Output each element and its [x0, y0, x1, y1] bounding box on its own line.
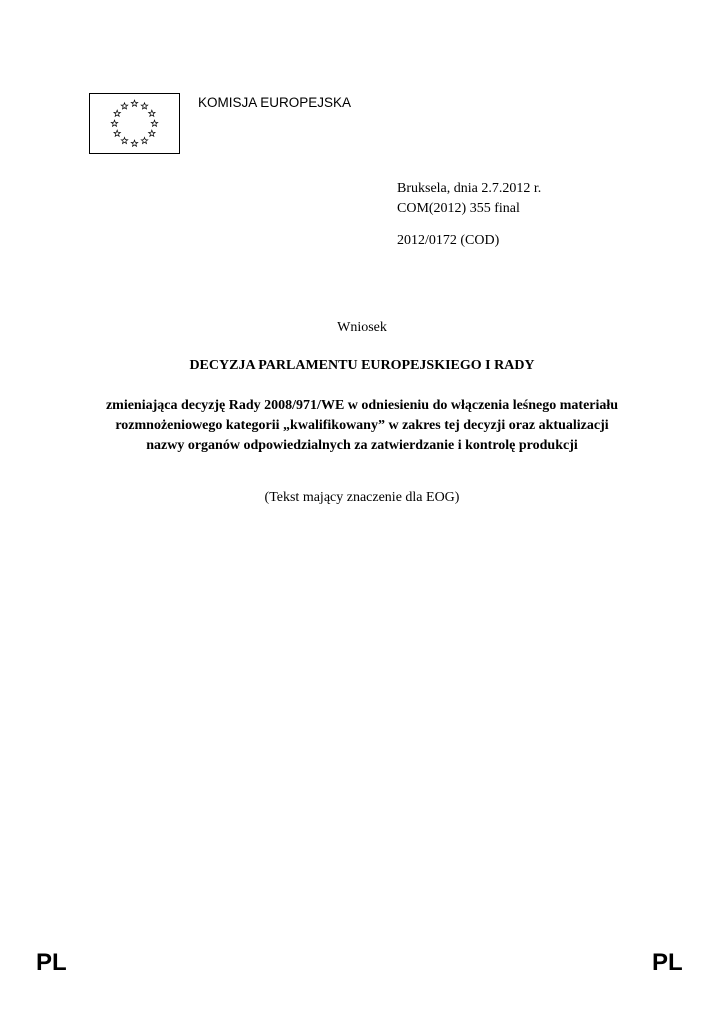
star-icon	[141, 137, 147, 143]
language-code-left: PL	[36, 949, 67, 976]
star-icon	[121, 103, 127, 109]
subtitle-line: rozmnożeniowego kategorii „kwalifikowany” w zakres tej decyzji oraz aktualizacji	[115, 418, 609, 433]
star-icon	[149, 110, 155, 116]
document-title: DECYZJA PARLAMENTU EUROPEJSKIEGO I RADY	[189, 358, 535, 373]
organization-name: KOMISJA EUROPEJSKA	[198, 95, 352, 110]
star-icon	[149, 130, 155, 136]
star-icon	[121, 137, 127, 143]
star-icon	[111, 120, 117, 126]
star-icon	[114, 130, 120, 136]
subtitle-line: zmieniająca decyzję Rady 2008/971/WE w odniesieniu do włączenia leśnego materiału	[105, 398, 619, 413]
procedure-number: 2012/0172 (COD)	[397, 233, 500, 248]
eea-relevance-note: (Tekst mający znaczenie dla EOG)	[264, 490, 460, 505]
document-subtitle	[0, 396, 724, 456]
proposal-label: Wniosek	[337, 320, 387, 335]
eu-flag-logo	[89, 93, 180, 154]
star-icon	[131, 100, 137, 106]
star-icon	[114, 110, 120, 116]
eu-flag-stars-icon	[90, 94, 179, 153]
document-reference: COM(2012) 355 final	[397, 201, 520, 216]
star-icon	[131, 140, 137, 146]
place-date: Bruksela, dnia 2.7.2012 r.	[397, 181, 542, 196]
star-icon	[151, 120, 157, 126]
star-icon	[141, 103, 147, 109]
subtitle-line: nazwy organów odpowiedzialnych za zatwierdzanie i kontrolę produkcji	[146, 438, 578, 453]
language-code-right: PL	[652, 949, 683, 976]
